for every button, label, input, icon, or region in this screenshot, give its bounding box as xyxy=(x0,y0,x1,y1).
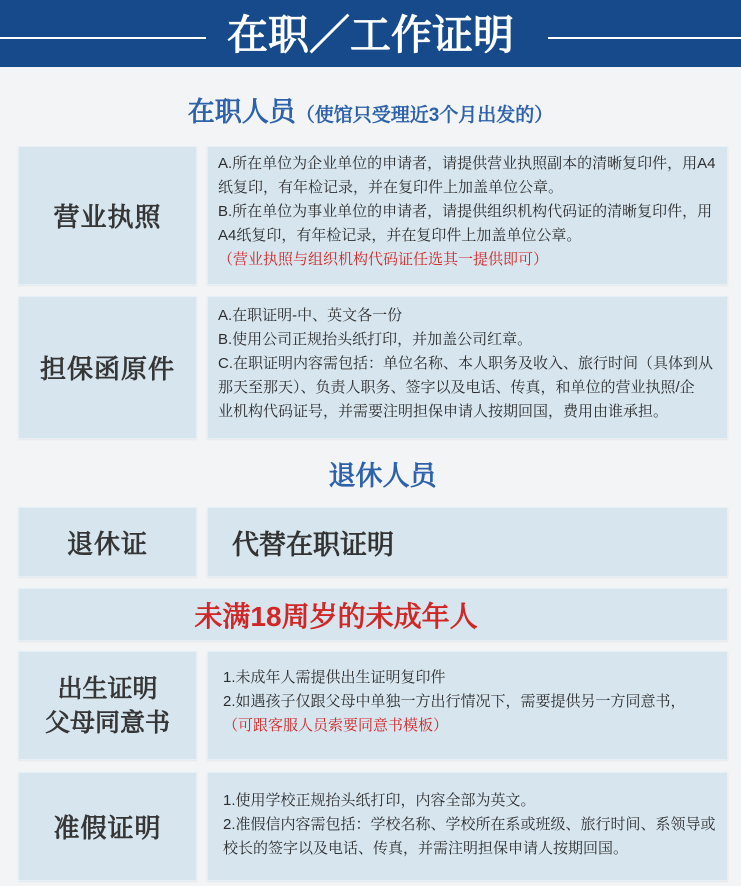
requirement-line: 2.如遇孩子仅跟父母中单独一方出行情况下，需要提供另一方同意书， xyxy=(223,693,686,710)
row-label-business-license: 营业执照 xyxy=(18,146,197,285)
requirement-line: 业机构代码证号，并需要注明担保申请人按期回国，费用由谁承担。 xyxy=(218,403,669,420)
page-title: 在职／工作证明 xyxy=(227,12,514,58)
row-content-guarantee-letter xyxy=(207,296,728,439)
row-label-guarantee-letter: 担保函原件 xyxy=(18,296,197,439)
label-line-birth-certificate: 出生证明 xyxy=(57,674,158,703)
row-label-birth-consent xyxy=(18,651,197,760)
requirement-line: A4纸复印，有年检记录，并在复印件上加盖单位公章。 xyxy=(218,227,582,244)
label-stack xyxy=(45,672,170,740)
section-note-employed: （使馆只受理近3个月出发的） xyxy=(295,105,554,126)
section-heading-employed xyxy=(0,95,741,129)
requirement-line: 1.未成年人需提供出生证明复印件 xyxy=(223,669,446,686)
header-rule-right xyxy=(548,37,741,39)
requirement-note: （营业执照与组织机构代码证任选其一提供即可） xyxy=(218,251,549,268)
requirement-line: 1.使用学校正规抬头纸打印，内容全部为英文。 xyxy=(223,792,536,809)
requirement-note: （可跟客服人员索要同意书模板） xyxy=(223,717,449,734)
requirement-line: A.在职证明-中、英文各一份 xyxy=(218,307,403,324)
requirement-line: B.所在单位为事业单位的申请者，请提供组织机构代码证的清晰复印件，用 xyxy=(218,203,713,220)
requirement-line: 校长的签字以及电话、传真，并需注明担保申请人按期回国。 xyxy=(223,840,629,857)
requirement-line: 2.准假信内容需包括：学校名称、学校所在系或班级、旅行时间、系领导或 xyxy=(223,816,716,833)
section-heading-minor: 未满18周岁的未成年人 xyxy=(18,588,728,641)
row-content-leave-certificate xyxy=(207,772,728,881)
label-line-parental-consent: 父母同意书 xyxy=(44,708,170,737)
section-title-employed: 在职人员 xyxy=(187,97,296,127)
requirement-line: 纸复印，有年检记录，并在复印件上加盖单位公章。 xyxy=(218,179,564,196)
row-content-business-license xyxy=(207,146,728,285)
row-content-retirement-certificate: 代替在职证明 xyxy=(207,507,728,577)
section-title-retired: 退休人员 xyxy=(328,461,437,491)
row-label-retirement-certificate: 退休证 xyxy=(18,507,197,577)
row-content-birth-consent xyxy=(207,651,728,760)
requirement-line: A.所在单位为企业单位的申请者，请提供营业执照副本的清晰复印件，用A4 xyxy=(218,155,716,172)
row-label-leave-certificate: 准假证明 xyxy=(18,772,197,881)
requirement-line: C.在职证明内容需包括：单位名称、本人职务及收入、旅行时间（具体到从 xyxy=(218,355,714,372)
requirement-line: B.使用公司正规抬头纸打印，并加盖公司红章。 xyxy=(218,331,533,348)
page-header xyxy=(0,0,741,67)
requirement-line: 那天至那天）、负责人职务、签字以及电话、传真，和单位的营业执照/企 xyxy=(218,379,695,396)
section-heading-retired xyxy=(0,459,741,493)
